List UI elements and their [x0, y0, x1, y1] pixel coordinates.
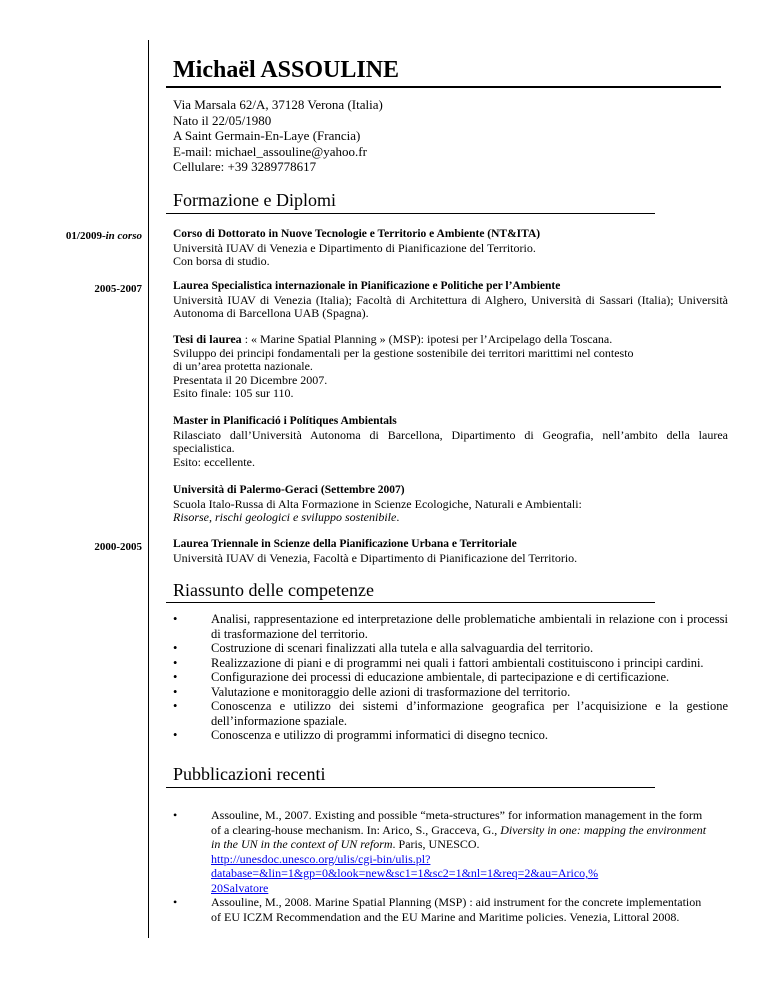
list-item: • Valutazione e monitoraggio delle azioni di trasformazione del territorio. [173, 684, 571, 699]
thesis-line: Esito finale: 105 sur 110. [173, 386, 294, 400]
publication-link[interactable]: http://unesdoc.unesco.org/ulis/cgi-bin/ulis.pl? database=&lin=1&gp=0&look=new&sc1=1&sc2=1&nl=1&req=2&au=Arico,% 20Salvatore [211, 851, 599, 895]
master-line: Esito: eccellente. [173, 454, 255, 469]
section-rule-publications [166, 787, 655, 788]
entry-phd-title: Corso di Dottorato in Nuove Tecnologie e Territorio e Ambiente (NT&ITA) [173, 228, 541, 240]
skills-list [173, 612, 728, 743]
birth-date: Nato il 22/05/1980 [173, 112, 272, 128]
thesis-line: Sviluppo dei principi fondamentali per la gestione sostenibile dei territori marittimi nel contesto di un’area protetta nazionale. [173, 345, 634, 373]
entry-phd-line: Con borsa di studio. [173, 254, 270, 268]
list-item: • Analisi, rappresentazione ed interpretazione delle problematiche ambientali in relazione con i processi di trasformazione del territorio. [173, 612, 728, 641]
bullet-icon: • [173, 655, 178, 670]
entry-palermo: Università di Palermo-Geraci (Settembre 2007) Scuola Italo-Russa di Alta Formazione in Scienze Ecologiche, Naturali e Ambientali: Risorse, rischi geologici e sviluppo sostenibile. [173, 484, 728, 525]
section-rule-education [166, 213, 655, 214]
entry-laurea-triennale [173, 538, 728, 565]
master-line: Rilasciato dall’Università Autonoma di Barcellona, Dipartimento di Geografia, nell’ambito della laurea specialistica. [173, 427, 728, 455]
list-item: • Conoscenza e utilizzo di programmi informatici di disegno tecnico. [173, 728, 549, 742]
entry-laurea-specialistica [173, 280, 728, 321]
bullet-icon: • [173, 728, 178, 742]
list-item: • Configurazione dei processi di educazione ambientale, di partecipazione e di certificazione. [173, 670, 670, 684]
bullet-icon: • [173, 670, 178, 684]
palermo-line: Scuola Italo-Russa di Alta Formazione in Scienze Ecologiche, Naturali e Ambientali: [173, 496, 582, 511]
thesis-label: Tesi di laurea [173, 332, 242, 346]
entry-master [173, 415, 728, 469]
entry-phd [173, 228, 728, 269]
master-title: Master in Planificació i Polítiques Ambientals [173, 415, 397, 427]
date-laurea-specialistica: 2005-2007 [94, 283, 142, 295]
left-margin-rule [148, 40, 149, 938]
date-phd: 01/2009-in corso [65, 230, 142, 242]
section-title-publications: Pubblicazioni recenti [173, 764, 326, 784]
list-item: • Assouline, M., 2007. Existing and possible “meta-structures” for information management in the form of a clearing-house mechanism. In: Arico, S., Gracceva, G., Diversity in one: mapping the environment in the UN in the context of UN reform. Paris, UNESCO. http://unesdoc.unesco.org/ulis/cgi-bin/ulis.pl? database=&lin=1&gp=0&look=new&sc1=1&sc2=1&nl=1&req=2&au=Arico,% 20Salvatore [173, 808, 707, 895]
list-item: • Assouline, M., 2008. Marine Spatial Planning (MSP) : aid instrument for the concrete implementation of EU ICZM Recommendation and the EU Marine and Maritime policies. Venezia, Littoral 2008. [173, 895, 702, 924]
entry-thesis [173, 333, 728, 401]
phone: Cellulare: +39 3289778617 [173, 159, 317, 174]
list-item: • Conoscenza e utilizzo dei sistemi d’informazione geografica per l’acquisizione e la gestione dell’informazione spaziale. [173, 699, 728, 728]
name-underline [166, 86, 721, 88]
palermo-title: Università di Palermo-Geraci (Settembre 2007) [173, 484, 405, 496]
bullet-icon: • [173, 684, 178, 699]
entry-laurea-title: Laurea Specialistica internazionale in Pianificazione e Politiche per l’Ambiente [173, 280, 561, 292]
triennale-title: Laurea Triennale in Scienze della Pianificazione Urbana e Territoriale [173, 538, 517, 550]
email: E-mail: michael_assouline@yahoo.fr [173, 143, 367, 159]
section-title-skills: Riassunto delle competenze [173, 580, 374, 600]
cv-name: Michaël ASSOULINE [173, 57, 400, 83]
entry-laurea-line: Università IUAV di Venezia (Italia); Facoltà di Architettura di Alghero, Università di Sassari (Italia); Università Autonoma di Barcellona UAB (Spagna). [173, 292, 728, 320]
section-title-education: Formazione e Diplomi [173, 190, 336, 210]
triennale-line: Università IUAV di Venezia, Facoltà e Dipartimento di Pianificazione del Territorio. [173, 550, 578, 565]
bullet-icon: • [173, 612, 178, 626]
address: Via Marsala 62/A, 37128 Verona (Italia) [173, 97, 383, 112]
birth-place: A Saint Germain-En-Laye (Francia) [173, 128, 361, 143]
bullet-icon: • [173, 699, 178, 713]
entry-phd-line: Università IUAV di Venezia e Dipartimento di Pianificazione del Territorio. [173, 240, 536, 255]
thesis-text: : « Marine Spatial Planning » (MSP): ipotesi per l’Arcipelago della Toscana. [241, 332, 613, 346]
palermo-line-italic: Risorse, rischi geologici e sviluppo sostenibile [173, 510, 397, 524]
date-laurea-triennale: 2000-2005 [94, 541, 142, 553]
section-rule-skills [166, 602, 655, 603]
thesis-line: Presentata il 20 Dicembre 2007. [173, 372, 328, 387]
publications-list [173, 808, 713, 924]
list-item: • Realizzazione di piani e di programmi nei quali i fattori ambientali costituiscono i principi cardini. [173, 655, 704, 670]
bullet-icon: • [173, 641, 178, 655]
list-item: • Costruzione di scenari finalizzati alla tutela e alla salvaguardia del territorio. [173, 641, 594, 655]
bullet-icon: • [173, 808, 178, 822]
bullet-icon: • [173, 895, 178, 909]
contact-block [173, 97, 383, 175]
